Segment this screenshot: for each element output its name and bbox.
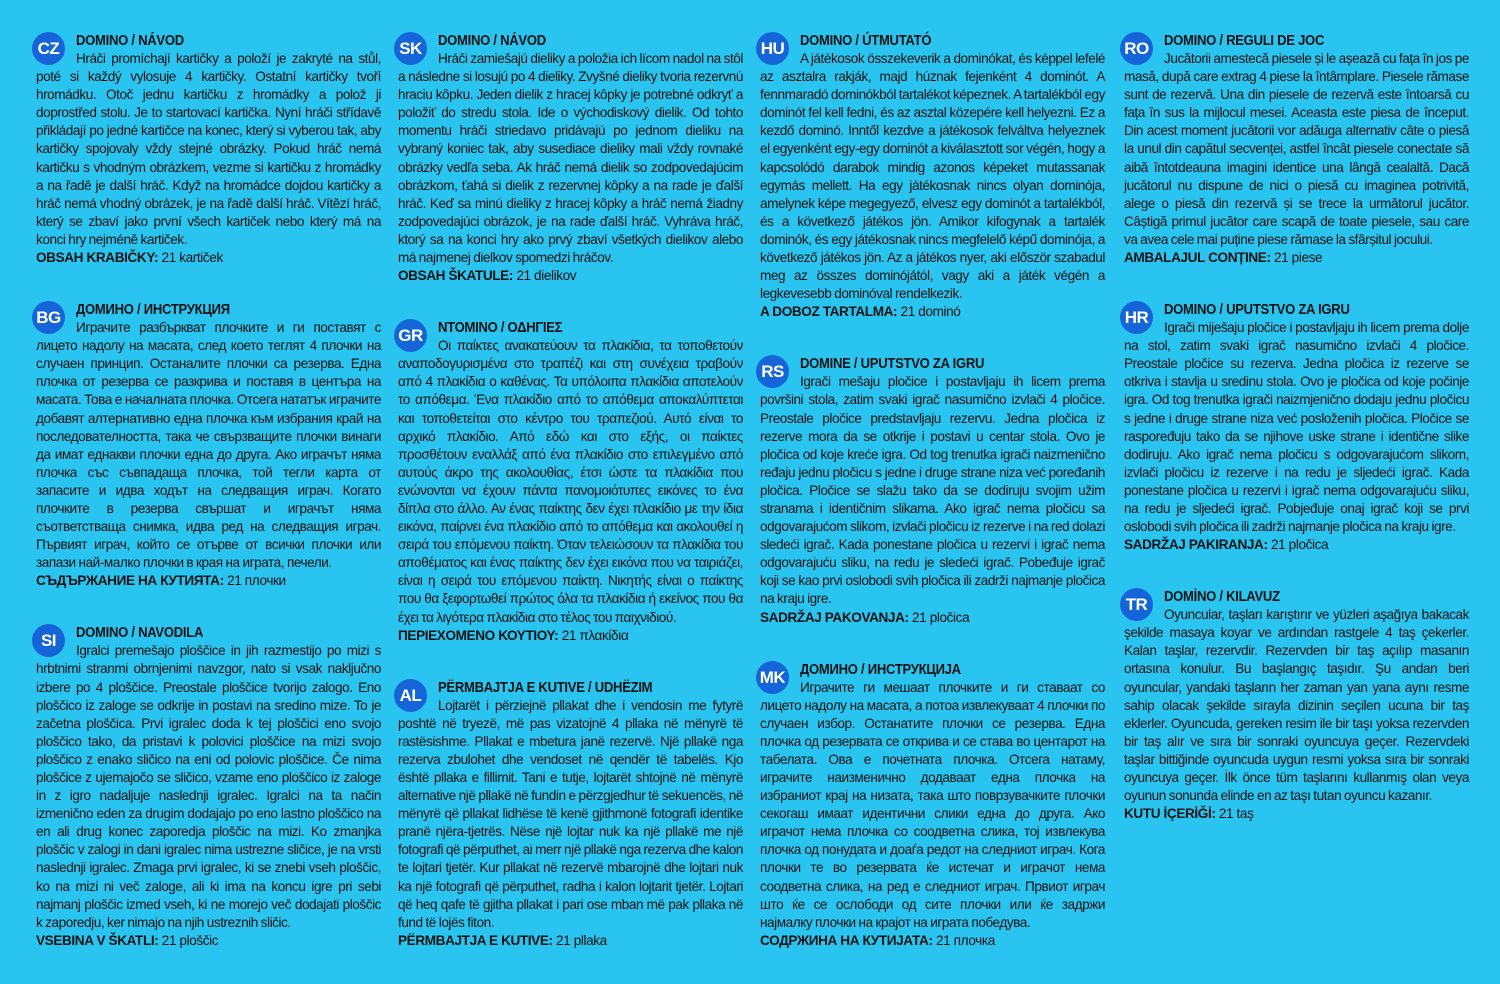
language-badge-hu: HU [756, 32, 789, 65]
section-body-hu: A játékosok összekeverik a dominókat, és képpel lefelé az asztalra rakják, majd húznak fejenként 4 dominót. A fennmaradó dominókból tartalékot képeznek. A tartalékból egy dominót fel kell fedni, és az asztal közepére kell helyezni. Ez a kezdő dominó. Inntől kezdve a játékosok felváltva helyeznek el egyenként egy-egy dominót a kiválasztott sor végén, hogy a kapcsolódó darabok mindig azonos képeket mutassanak egymás mellett. Ha egy játékosnak nincs olyan dominója, amelynek képe megegyező, elvesz egy dominót a tartalékból, és a következő játékos jön. Amikor kifogynak a tartalék dominók, és egy játékosnak nincs megfelelő képű dominója, a következő játékos jön. Az a játékos nyer, aki először szabadul meg az összes dominójától, vagy aki a játék végén a legkevesebb dominóval rendelkezik. [760, 51, 1105, 302]
section-sk [398, 32, 743, 285]
language-badge-cz: CZ [32, 32, 65, 65]
contents-value-rs: 21 pločica [908, 609, 970, 625]
section-body-bg: Играчите разбъркват плочките и ги поставят с лицето надолу на масата, след което теглят 4 плочки на случаен принцип. Останалите плочки са резерва. Една плочка от резерва се разкрива и поставя в центъра на масата. Това е началната плочка. Отсега нататък играчите добавят алтернативно една плочка към избрания край на последователността, така че свързващите плочки винаги да имат еднакви плочки една до друга. Ако играчът няма плочка със съвпадаща плочка, той тегли карта от запасите и идва ходът на следващия играч. Когато плочките в резерва свършат и играчът няма съответстваща снимка, идва ред на следващия играч. Първият играч, който се отърве от всички плочки или запази най-малко плочки в края на играта, печели. [36, 320, 381, 571]
section-body-hr: Igrači miješaju pločice i postavljaju ih licem prema dolje na stol, zatim svaki igrač nasumično izvlači 4 pločice. Preostale pločice su rezerva. Jedna pločica iz rezerve se otkriva i stavlja u sredinu stola. Ovo je pločica od koje počinje igra. Od tog trenutka igrači naizmjenično dodaju jednu pločicu s jedne i druge strane niza već posloženih pločica. Pločice se raspoređuju tako da se njihove uske strane i identične slike dodiruju. Ako igrač nema pločicu s odgovarajućom slikom, izvlači pločicu iz rezerve i na redu je sljedeći igrač. Kada ponestane pločica u rezervi i igrač nema odgovarajuću sliku, na redu je sljedeći igrač. Pobjeđuje onaj igrač koji se prvi oslobodi svih pločica ili zadrži najmanje pločica na kraju igre. [1124, 320, 1469, 535]
section-title-sk: DOMINO / NÁVOD [438, 33, 546, 49]
contents-label-rs: SADRŽAJ PAKOVANJA: [760, 609, 909, 625]
section-body-ro: Jucătorii amestecă piesele și le așează cu fața în jos pe masă, după care extrag 4 piese la întâmplare. Piesele rămase sunt de rezervă. Una din piesele de rezervă este întoarsă cu fața în sus la mijlocul mesei. Aceasta este piesa de început. Din acest moment jucătorii vor adăuga alternativ câte o piesă la unul din capătul secvenței, astfel încât piesele conectate să aibă întotdeauna imagini identice una lângă cealaltă. Dacă jucătorul nu dispune de nici o piesă cu imaginea potrivită, alege o piesă din rezervă și se trece la următorul jucător. Câștigă primul jucător care scapă de toate piesele, sau care va avea cele mai puține piese rămase la sfârșitul jocului. [1124, 51, 1469, 247]
contents-label-bg: СЪДЪРЖАНИЕ НА КУТИЯТА: [36, 573, 224, 589]
language-badge-mk: MK [756, 661, 789, 694]
contents-label-sk: OBSAH ŠKATULE: [398, 268, 513, 284]
contents-line-al [398, 932, 743, 950]
contents-line-sk [398, 267, 743, 285]
contents-label-ro: AMBALAJUL CONȚINE: [1124, 250, 1271, 266]
language-badge-bg: BG [32, 301, 65, 334]
section-title-al: PËRMBAJTJA E KUTIVE / UDHËZIM [438, 679, 653, 696]
language-badge-si: SI [32, 624, 65, 657]
contents-label-hu: A DOBOZ TARTALMA: [760, 304, 898, 320]
language-badge-sk: SK [394, 32, 427, 65]
contents-label-tr: KUTU İÇERİĞİ: [1124, 806, 1216, 822]
contents-line-mk [760, 932, 1105, 950]
column-3 [760, 32, 1105, 984]
contents-value-sk: 21 dielikov [512, 268, 577, 284]
contents-line-tr [1124, 805, 1469, 823]
contents-value-gr: 21 πλακίδια [558, 627, 629, 643]
language-badge-ro: RO [1120, 32, 1153, 65]
contents-label-mk: СОДРЖИНА НА КУТИЈАТА: [760, 932, 933, 948]
contents-value-cz: 21 kartiček [158, 250, 223, 266]
language-badge-tr: TR [1120, 588, 1153, 621]
section-si [36, 624, 381, 950]
contents-label-cz: OBSAH KRABIČKY: [36, 250, 159, 266]
section-title-tr: DOMİNO / KILAVUZ [1164, 589, 1280, 606]
section-tr [1124, 588, 1469, 823]
language-badge-gr: GR [394, 319, 427, 352]
contents-value-ro: 21 piese [1270, 250, 1323, 266]
section-body-sk: Hráči zamiešajú dieliky a položia ich lícom nadol na stôl a následne si losujú po 4 dieliky. Zvyšné dieliky tvoria rezervnú hraciu kôpku. Jeden dielik z hracej kôpky je potrebné odkryť a položiť do stredu stola. Ide o východiskový dielik. Od tohto momentu hráči striedavo pridávajú po jednom dieliku na vybraný koniec tak, aby susediace dieliky mali vždy rovnaké obrázky vedľa seba. Ak hráč nemá dielik so zodpovedajúcim obrázkom, ťahá si dielik z rezervnej kôpky a na rade je ďalší hráč. Keď sa minú dieliky z hracej kôpky a hráč nemá žiadny zodpovedajúci obrázok, je na rade ďalší hráč. Vyhráva hráč, ktorý sa na konci hry ako prvý zbaví všetkých dielikov alebo má najmenej dielkov spomedzi hráčov. [398, 51, 743, 266]
language-badge-rs: RS [756, 355, 789, 388]
section-title-hu: DOMINO / ÚTMUTATÓ [800, 33, 932, 49]
language-badge-hr: HR [1120, 301, 1153, 334]
section-title-rs: DOMINE / UPUTSTVO ZA IGRU [800, 356, 985, 373]
section-bg [36, 301, 381, 590]
section-mk [760, 661, 1105, 950]
contents-line-bg [36, 572, 381, 590]
section-body-mk: Играчите ги мешаат плочките и ги ставаат со лицето надолу на масата, а потоа извлекуваат 4 плочки по случаен избор. Останатите плочки се резерва. Една плочка од резервата се открива и се става во центарот на табелата. Ова е почетната плочка. Отсега натаму, играчите наизменично додаваат една плочка на избраниот крај на низата, така што поврзувачките плочки секогаш имаат идентични слики една до друга. Ако играчот нема плочка со соодветна слика, тој извлекува плочка од понудата и доаѓа редот на следниот играч. Кога плочки те во резерватa ќе истечат и играчот нема соодветна слика, на ред е следниот играч. Првиот играч што ќе се ослободи од сите плочки или ќе задржи најмалку плочки на крајот на играта победува. [760, 679, 1105, 930]
section-title-si: DOMINO / NAVODILA [76, 625, 204, 642]
section-body-si: Igralci premešajo ploščice in jih razmestijo po mizi s hrbtnimi stranmi obrnjenimi navzgor, nato si vsak naključno izbere po 4 ploščice. Preostale ploščice tvorijo zalogo. Eno ploščico iz zaloge se odkrije in postavi na sredino mize. To je začetna ploščica. Prvi igralec doda k tej ploščici eno svojo ploščico tako, da pristavi k polovici ploščice na mizi svojo ploščico z enako sličico na eni od polovic ploščice. Če nima ploščice z ujemajočo se sličico, vzame eno ploščico iz zaloge in z igro nadaljuje naslednji igralec. Igralci na ta način izmenično eden za drugim dodajajo po eno lastno ploščico na en ali drug konec zaporedja ploščic na mizi. Ko zmanjka ploščic v zalogi in dani igralec nima ustrezne sličice, je na vrsti naslednji igralec. Zmaga prvi igralec, ki se znebi vseh ploščic, ko na mizi ni več zaloge, ali ki ima na koncu igre pri sebi najmanj ploščic izmed vseh, ki ne morejo več dodajati ploščic k zaporedju, ker nimajo na njih ustreznih sličic. [36, 643, 381, 930]
section-rs [760, 355, 1105, 626]
column-4 [1124, 32, 1469, 857]
contents-value-al: 21 pllaka [552, 932, 607, 948]
section-title-bg: ДОМИНО / ИНСТРУКЦИЯ [76, 302, 230, 319]
section-title-mk: ДОМИНО / ИНСТРУКЦИЈА [800, 661, 961, 678]
contents-line-rs [760, 609, 1105, 627]
section-title-hr: DOMINO / UPUTSTVO ZA IGRU [1164, 302, 1350, 319]
contents-value-hu: 21 dominó [897, 304, 961, 320]
contents-value-si: 21 ploščic [158, 932, 219, 948]
section-body-gr: Οι παίκτες ανακατεύουν τα πλακίδια, τα τοποθετούν αναποδογυρισμένα στο τραπέζι και στη συνέχεια τραβούν από 4 πλακίδια ο καθένας. Τα υπόλοιπα πλακίδια αποτελούν το απόθεμα. Ένα πλακίδιο από το απόθεμα αποκαλύπτεται και τοποθετείται στο κέντρο του τραπεζιού. Αυτό είναι το αρχικό πλακίδιο. Από εδώ και στο εξής, οι παίκτες προσθέτουν εναλλάξ από ένα πλακίδιο στο επιλεγμένο από αυτούς άκρο της ακολουθίας, έτσι ώστε τα πλακίδια που ενώνονται να έχουν πάντα πανομοιότυπες εικόνες το ένα δίπλα στο άλλο. Αν ένας παίκτης δεν έχει πλακίδιο με την ίδια εικόνα, παίρνει ένα πλακίδιο από το απόθεμα και ακολουθεί η σειρά του επόμενου παίκτη. Όταν τελειώσουν τα πλακίδια του αποθέματος και ένας παίκτης δεν έχει εικόνα που να ταιριάζει, είναι η σειρά του επόμενου παίκτη. Νικητής είναι ο παίκτης που θα ξεφορτωθεί πρώτος όλα τα πλακίδια ή εκείνος που θα έχει τα λιγότερα πλακίδια στο τέλος του παιχνιδιού. [398, 338, 743, 625]
contents-line-si [36, 932, 381, 950]
contents-line-cz [36, 249, 381, 267]
section-body-cz: Hráči promíchají kartičky a položí je zakryté na stůl, poté si každý vylosuje 4 kartičky. Ostatní kartičky tvoří hromádku. Otoč jednu kartičku z hromádky a polož ji doprostřed stolu. Je to startovací kartička. Nyní hráči střídavě přikládají po jedné kartičce na konec, který si vyberou tak, aby kartičky spojovaly vždy stejné obrázky. Pokud hráč nemá kartičku s vhodným obrázkem, vezme si kartičku z hromádky a na řadě je další hráč. Když na hromádce dojdou kartičky a hráč nemá vhodný obrázek, je na řadě další hráč. Vítězí hráč, který se zbaví jako první všech kartiček nebo který má na konci hry nejméně kartiček. [36, 51, 381, 247]
contents-value-bg: 21 плочки [223, 573, 286, 589]
section-ro [1124, 32, 1469, 267]
section-gr [398, 319, 743, 645]
column-1 [36, 32, 381, 984]
contents-label-al: PËRMBAJTJA E KUTIVE: [398, 932, 553, 948]
contents-label-gr: ΠΕΡΙΕΧΟΜΕΝΟ ΚΟΥΤΙΟΥ: [398, 627, 559, 643]
contents-value-tr: 21 taş [1215, 806, 1254, 822]
contents-label-hr: SADRŽAJ PAKIRANJA: [1124, 537, 1268, 553]
section-body-tr: Oyuncular, taşları karıştırır ve yüzleri aşağıya bakacak şekilde masaya koyar ve ardından rastgele 4 taş çekerler. Kalan taşlar, rezervdir. Rezervden bir taş açılıp masanın ortasına konulur. Bu başlangıç taşıdır. Şu andan beri oyuncular, yandaki taşların her zaman yan yana aynı resme sahip olacak şekilde sırayla dizinin seçilen ucuna bir taş eklerler. Oyuncuda, gereken resim ile bir taşı yoksa rezervden bir taş alır ve sıra bir sonraki oyuncuya geçer. Rezervdeki taşlar bittiğinde oyuncuda uygun resmi yoksa sıra bir sonraki oyuncuya geçer. İlk önce tüm taşlarını kullanmış olan veya oyunun sonunda elinde en az taşı tutan oyuncu kazanır. [1124, 607, 1469, 804]
section-cz [36, 32, 381, 267]
contents-line-hu [760, 303, 1105, 321]
contents-line-hr [1124, 536, 1469, 554]
contents-line-ro [1124, 249, 1469, 267]
language-badge-al: AL [394, 679, 427, 712]
section-title-cz: DOMINO / NÁVOD [76, 33, 184, 49]
contents-label-si: VSEBINA V ŠKATLI: [36, 932, 159, 948]
contents-line-gr [398, 627, 743, 645]
contents-value-hr: 21 pločica [1267, 537, 1329, 553]
section-body-al: Lojtarët i përziejnë pllakat dhe i vendosin me fytyrë poshtë në tryezë, më pas vizatojnë 4 pllaka në mënyrë të rastësishme. Pllakat e mbetura janë rezervë. Një pllakë nga rezerva zbulohet dhe vendoset në qendër të tabelës. Kjo është pllaka e fillimit. Tani e tutje, lojtarët shtojnë në mënyrë alternative një pllakë në fundin e përzgjedhur të sekuencës, në mënyrë që pllakat lidhëse të kenë gjithmonë fotografi identike pranë njëra-tjetrës. Nëse një lojtar nuk ka një pllakë me një fotografi që përputhet, ai merr një pllakë nga rezerva dhe kalon te lojtari tjetër. Kur pllakat në rezervë mbarojnë dhe lojtari nuk ka një fotografi që përputhet, radha i kalon lojtarit tjetër. Lojtari që heq qafe të gjitha pllakat i pari ose mban më pak pllaka në fund të lojës fiton. [398, 697, 743, 930]
section-hu [760, 32, 1105, 321]
section-title-gr: ΝΤΟΜΙΝΟ / ΟΔΗΓΙΕΣ [438, 320, 563, 337]
contents-value-mk: 21 плочка [932, 932, 995, 948]
section-title-ro: DOMINO / REGULI DE JOC [1164, 33, 1325, 49]
section-al [398, 679, 743, 950]
section-body-rs: Igrači mešaju pločice i postavljaju ih licem prema površini stola, zatim svaki igrač nasumično izvlači 4 pločice. Preostale pločice predstavljaju rezervu. Jedna pločica iz rezerve mora da se otkrije i postavi u centar stola. Ovo je pločica od koje kreće igra. Od tog trenutka igrači naizmenično ređaju jednu pločicu s jedne i druge strane niza već poređanih pločica. Pločice se slažu tako da se dodiruju svojim užim stranama i identičnim slikama. Ako igrač nema pločicu sa odgovarajućom slikom, izvlači pločicu iz rezerve i na red dolazi sledeći igrač. Kada ponestane pločica u rezervi i igrač nema odgovarajuću sliku, na redu je sledeći igrač. Pobeđuje igrač koji se kao prvi oslobodi svih pločica ili zadrži najmanje pločica na kraju igre. [760, 374, 1105, 607]
column-2 [398, 32, 743, 984]
section-hr [1124, 301, 1469, 554]
